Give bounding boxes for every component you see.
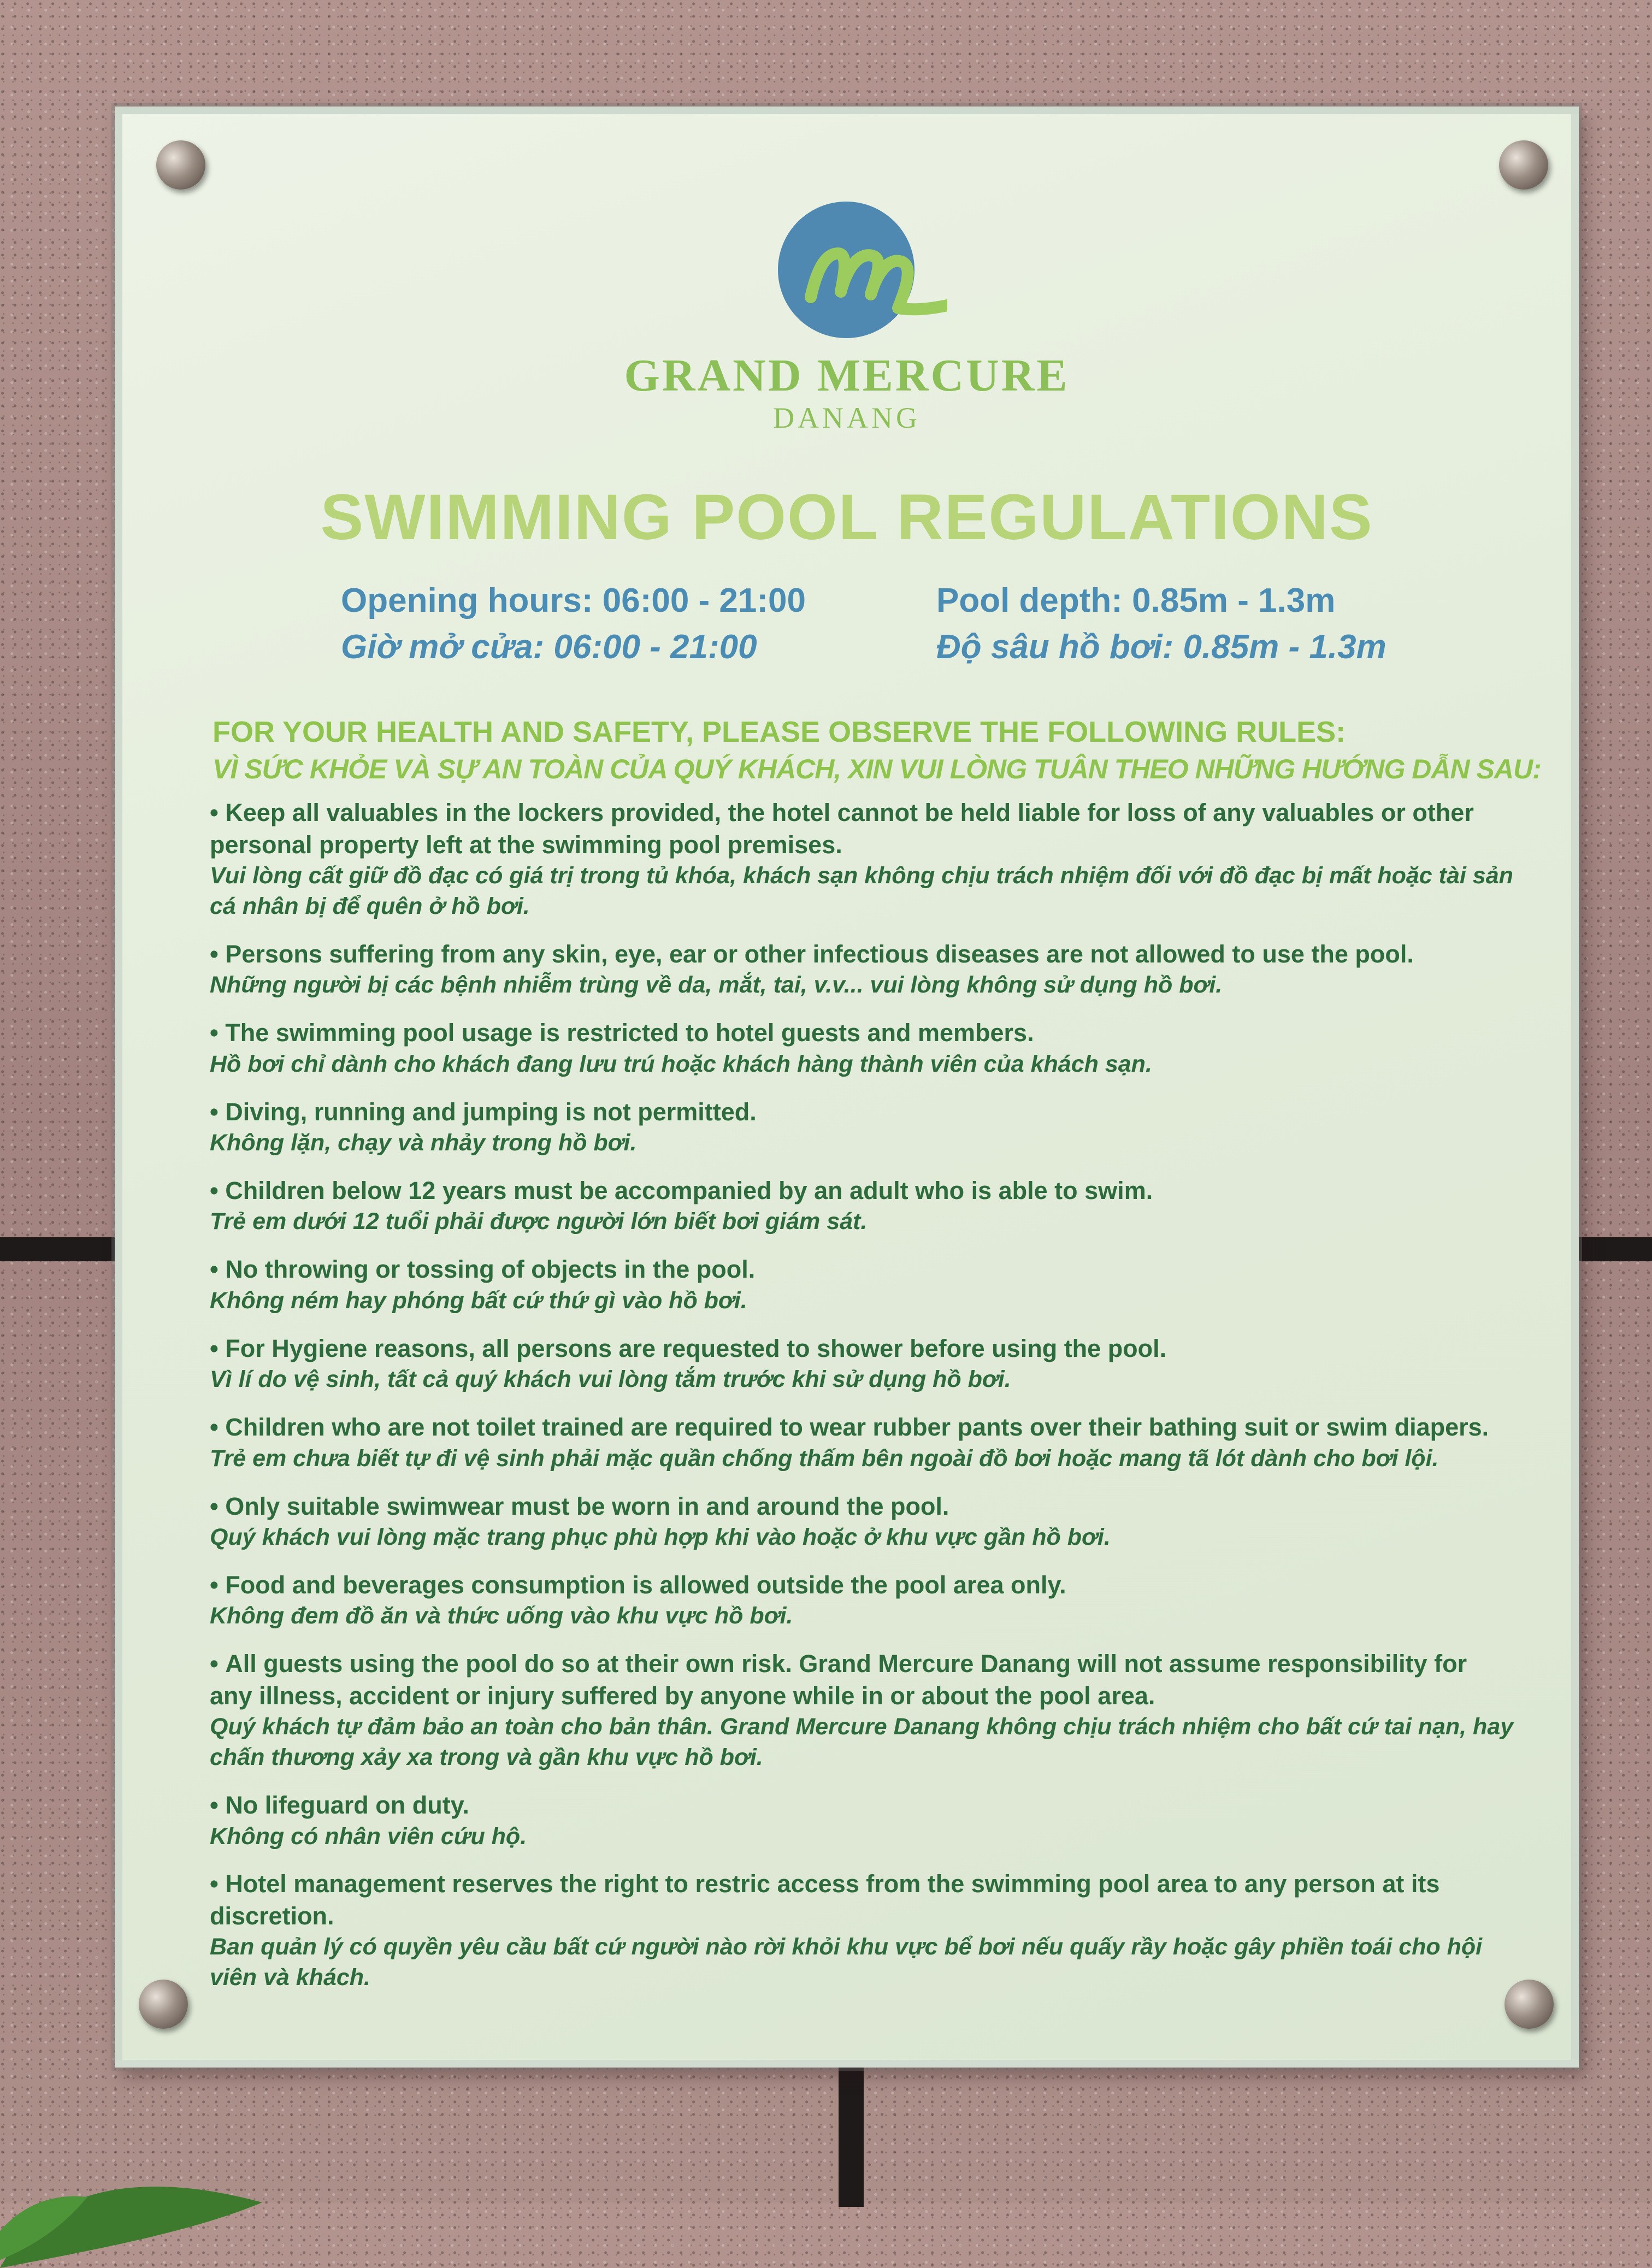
rule-item (210, 1411, 1515, 1474)
rule-text-en: • Only suitable swimwear must be worn in and around the pool. (210, 1491, 1515, 1523)
rule-text-vi: Những người bị các bệnh nhiễm trùng về da, mắt, tai, v.v... vui lòng không sử dụng hồ bơi. (210, 972, 1223, 999)
mounting-bolt-icon (156, 140, 205, 190)
rule-text-vi: Vui lòng cất giữ đồ đạc có giá trị trong tủ khóa, khách sạn không chịu trách nhiệm đối với đồ đạc bị mất hoặc tài sản cá nhân bị để quên ở hồ bơi. (210, 863, 1513, 919)
rule-item (210, 1648, 1515, 1773)
rule-text-en: • Children who are not toilet trained are required to wear rubber pants over their bathing suit or swim diapers. (210, 1411, 1515, 1444)
rule-text-vi: Không ném hay phóng bất cứ thứ gì vào hồ bơi. (210, 1287, 747, 1314)
rule-text-vi: Không đem đồ ăn và thức uống vào khu vực hồ bơi. (210, 1603, 793, 1629)
rule-item (210, 1868, 1515, 1993)
safety-heading-en: FOR YOUR HEALTH AND SAFETY, PLEASE OBSERVE THE FOLLOWING RULES: (213, 716, 1346, 748)
rule-text-vi: Quý khách vui lòng mặc trang phục phù hợp khi vào hoặc ở khu vực gần hồ bơi. (210, 1524, 1111, 1551)
rule-text-en: • Hotel management reserves the right to restric access from the swimming pool area to any person at its discretion. (210, 1868, 1515, 1932)
rule-text-en: • Diving, running and jumping is not permitted. (210, 1096, 1515, 1129)
rule-text-en: • Keep all valuables in the lockers provided, the hotel cannot be held liable for loss of any valuables or other personal property left at the swimming pool premises. (210, 797, 1515, 861)
pool-depth-en: Pool depth: 0.85m - 1.3m (936, 582, 1336, 619)
opening-hours-en: Opening hours: 06:00 - 21:00 (341, 582, 806, 619)
rule-item (210, 1333, 1515, 1395)
rule-text-vi: Trẻ em dưới 12 tuổi phải được người lớn biết bơi giám sát. (210, 1208, 868, 1235)
rule-item (210, 938, 1515, 1001)
rule-text-en: • All guests using the pool do so at their own risk. Grand Mercure Danang will not assume responsibility for any illness, accident or injury suffered by anyone while in or about the pool area. (210, 1648, 1515, 1712)
rule-text-vi: Ban quản lý có quyền yêu cầu bất cứ người nào rời khỏi khu vực bể bơi nếu quấy rầy hoặc gây phiền toái cho hội viên và khách. (210, 1934, 1483, 1991)
rule-item (210, 1017, 1515, 1079)
opening-hours-vi: Giờ mở cửa: 06:00 - 21:00 (341, 628, 757, 666)
rule-item (210, 1491, 1515, 1553)
rule-item (210, 1175, 1515, 1237)
rule-item (210, 1569, 1515, 1632)
mounting-bolt-icon (1499, 140, 1548, 190)
brand-name: GRAND MERCURE (624, 350, 1070, 401)
pool-regulations-sign (115, 107, 1579, 2068)
safety-heading-vi: VÌ SỨC KHỎE VÀ SỰ AN TOÀN CỦA QUÝ KHÁCH, XIN VUI LÒNG TUÂN THEO NHỮNG HƯỚNG DẪN SAU: (213, 754, 1541, 784)
brand-city: DANANG (773, 401, 921, 434)
rule-text-vi: Quý khách tự đảm bảo an toàn cho bản thân. Grand Mercure Danang không chịu trách nhiệm cho bất cứ tai nạn, hay chấn thương xảy xa trong và gần khu vực hồ bơi. (210, 1714, 1514, 1771)
rule-text-en: • Persons suffering from any skin, eye, ear or other infectious diseases are not allowed to use the pool. (210, 938, 1515, 971)
mercure-m-logo-icon (772, 202, 947, 344)
rule-item (210, 1096, 1515, 1159)
rule-text-vi: Trẻ em chưa biết tự đi vệ sinh phải mặc quần chống thấm bên ngoài đồ bơi hoặc mang tã lót dành cho bơi lội. (210, 1445, 1439, 1472)
rule-text-en: • No throwing or tossing of objects in the pool. (210, 1254, 1515, 1286)
pool-depth-vi: Độ sâu hồ bơi: 0.85m - 1.3m (936, 628, 1386, 666)
rule-item (210, 1254, 1515, 1316)
rule-text-vi: Hồ bơi chỉ dành cho khách đang lưu trú hoặc khách hàng thành viên của khách sạn. (210, 1050, 1152, 1077)
rule-text-en: • Children below 12 years must be accompanied by an adult who is able to swim. (210, 1175, 1515, 1207)
rule-item (210, 797, 1515, 922)
rule-text-en: • The swimming pool usage is restricted to hotel guests and members. (210, 1017, 1515, 1049)
rule-text-vi: Không lặn, chạy và nhảy trong hồ bơi. (210, 1130, 637, 1156)
sign-title: SWIMMING POOL REGULATIONS (320, 481, 1373, 553)
rule-text-en: • For Hygiene reasons, all persons are requested to shower before using the pool. (210, 1333, 1515, 1365)
rule-item (210, 1789, 1515, 1852)
wall-tile-joint (839, 2065, 864, 2207)
plant-leaves (0, 2104, 306, 2268)
rule-text-en: • Food and beverages consumption is allowed outside the pool area only. (210, 1569, 1515, 1602)
mounting-bolt-icon (139, 1980, 188, 2029)
rule-text-en: • No lifeguard on duty. (210, 1789, 1515, 1822)
rule-text-vi: Vì lí do vệ sinh, tất cả quý khách vui lòng tắm trước khi sử dụng hồ bơi. (210, 1366, 1011, 1393)
rules-list (210, 797, 1515, 2010)
rule-text-vi: Không có nhân viên cứu hộ. (210, 1823, 527, 1850)
